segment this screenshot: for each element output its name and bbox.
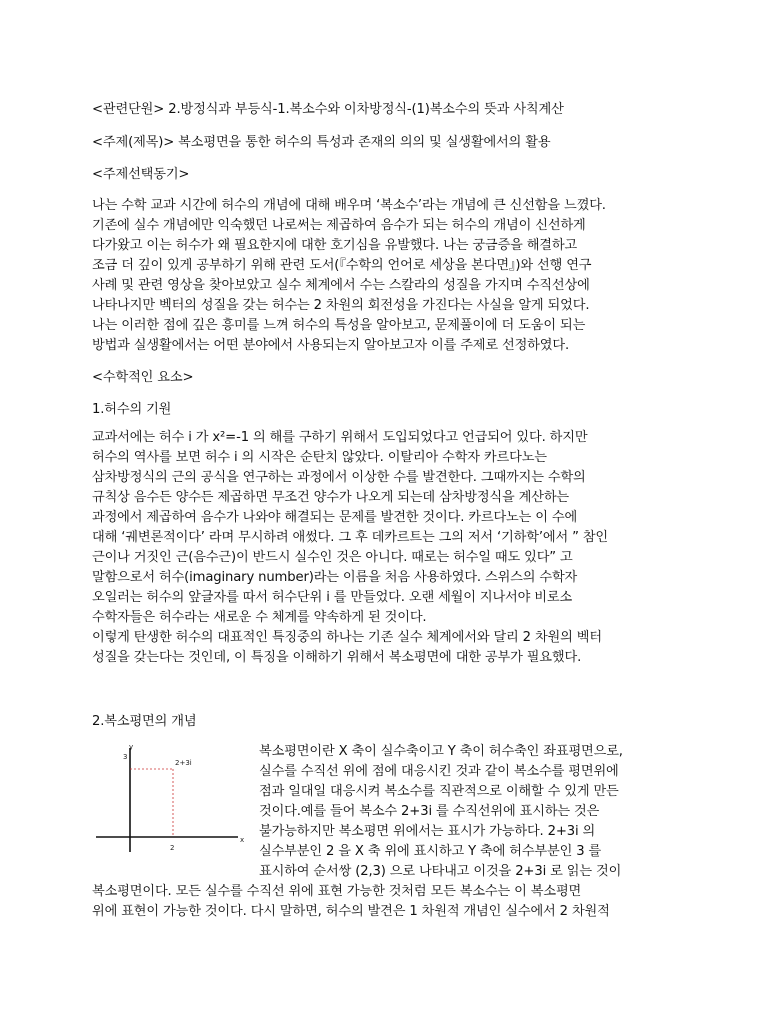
paragraph-line: 사례 및 관련 영상을 찾아보았고 실수 체계에서 수는 스칼라의 성질을 가지며 수직선상에: [92, 278, 590, 293]
section-heading-motivation: <주제선택동기>: [92, 167, 190, 182]
paragraph-line: 오일러는 허수의 앞글자를 따서 허수단위 i 를 만들었다. 오랜 세월이 지나서야 비로소: [92, 590, 573, 605]
paragraph-line: 방법과 실생활에서는 어떤 분야에서 사용되는지 알아보고자 이를 주제로 선정하였다.: [92, 338, 569, 353]
paragraph-line: 나타나지만 벡터의 성질을 갖는 허수는 2 차원의 회전성을 가진다는 사실을 알게 되었다.: [92, 298, 590, 313]
paragraph-line: 실수를 수직선 위에 점에 대응시킨 것과 같이 복소수를 평면위에: [259, 764, 619, 779]
x-axis-label: x: [240, 836, 245, 844]
paragraph-line: 수학자들은 허수라는 새로운 수 체계를 약속하게 된 것이다.: [92, 610, 427, 625]
y-axis-label: y: [129, 743, 134, 751]
paragraph-line: 규칙상 음수든 양수든 제곱하면 무조건 양수가 나오게 되는데 삼차방정식을 계산하는: [92, 490, 569, 505]
paragraph-line: 이렇게 탄생한 허수의 대표적인 특징중의 하나는 기존 실수 체계에서와 달리 2 차원의 벡터: [92, 630, 602, 645]
paragraph-line: 위에 표현이 가능한 것이다. 다시 말하면, 허수의 발견은 1 차원적 개념인 실수에서 2 차원적: [92, 904, 610, 919]
paragraph-line: 조금 더 깊이 있게 공부하기 위해 관련 도서(『수학의 언어로 세상을 본다면』)와 선행 연구: [92, 258, 592, 273]
paragraph-line: 삼차방정식의 근의 공식을 연구하는 과정에서 이상한 수를 발견한다. 그때까지는 수학의: [92, 470, 586, 485]
paragraph-line: 나는 이러한 점에 깊은 흥미를 느껴 허수의 특성을 알아보고, 문제풀이에 더 도움이 되는: [92, 318, 586, 333]
paragraph-line: 복소평면이란 X 축이 실수축이고 Y 축이 허수축인 좌표평면으로,: [259, 744, 623, 759]
paragraph-line: 근이나 거짓인 근(음수근)이 반드시 실수인 것은 아니다. 때로는 허수일 때도 있다” 고: [92, 550, 573, 565]
paragraph-line: 말함으로서 허수(imaginary number)라는 이름을 처음 사용하였다. 스위스의 수학자: [92, 570, 578, 585]
complex-plane-figure: [92, 738, 252, 868]
topic-title: <주제(제목)> 복소평면을 통한 허수의 특성과 존재의 의의 및 실생활에서의 활용: [92, 135, 551, 150]
paragraph-line: 실수부분인 2 을 X 축 위에 표시하고 Y 축에 허수부분인 3 를: [259, 844, 602, 859]
paragraph-line: 과정에서 제곱하여 음수가 나와야 해결되는 문제를 발견한 것이다. 카르다노는 이 수에: [92, 510, 578, 525]
paragraph-line: 불가능하지만 복소평면 위에서는 표시가 가능하다. 2+3i 의: [259, 824, 596, 839]
paragraph-line: 기존에 실수 개념에만 익숙했던 나로써는 제곱하여 음수가 되는 허수의 개념이 신선하게: [92, 218, 586, 233]
paragraph-line: 대해 ‘궤변론적이다’ 라며 무시하려 애썼다. 그 후 데카르트는 그의 저서 ‘기하학’에서 ” 참인: [92, 530, 609, 545]
related-unit: <관련단원> 2.방정식과 부등식-1.복소수와 이차방정식-(1)복소수의 뜻과 사칙계산: [92, 102, 564, 117]
y-tick-label: 3: [123, 753, 128, 761]
subsection-heading-origin: 1.허수의 기원: [92, 402, 172, 417]
paragraph-line: 복소평면이다. 모든 실수를 수직선 위에 표현 가능한 것처럼 모든 복소수는 이 복소평면: [92, 884, 582, 899]
point-label: 2+3i: [175, 759, 192, 767]
subsection-heading-complex-plane: 2.복소평면의 개념: [92, 714, 197, 729]
complex-plane-svg: [92, 738, 252, 868]
paragraph-line: 나는 수학 교과 시간에 허수의 개념에 대해 배우며 ‘복소수’라는 개념에 큰 신선함을 느꼈다.: [92, 198, 606, 213]
paragraph-line: 점과 일대일 대응시켜 복소수를 직관적으로 이해할 수 있게 만든: [259, 784, 619, 799]
paragraph-line: 교과서에는 허수 i 가 x²=-1 의 해를 구하기 위해서 도입되었다고 언급되어 있다. 하지만: [92, 430, 588, 445]
paragraph-line: 허수의 역사를 보면 허수 i 의 시작은 순탄치 않았다. 이탈리아 수학자 카르다노는: [92, 450, 547, 465]
paragraph-line: 다가왔고 이는 허수가 왜 필요한지에 대한 호기심을 유발했다. 나는 궁금증을 해결하고: [92, 238, 578, 253]
paragraph-line: 표시하여 순서쌍 (2,3) 으로 나타내고 이것을 2+3i 로 읽는 것이: [259, 864, 622, 879]
section-heading-math-elements: <수학적인 요소>: [92, 370, 194, 385]
x-tick-label: 2: [170, 844, 175, 852]
paragraph-line: 성질을 갖는다는 것인데, 이 특징을 이해하기 위해서 복소평면에 대한 공부가 필요했다.: [92, 650, 582, 665]
paragraph-line: 것이다.예를 들어 복소수 2+3i 를 수직선위에 표시하는 것은: [259, 804, 600, 819]
